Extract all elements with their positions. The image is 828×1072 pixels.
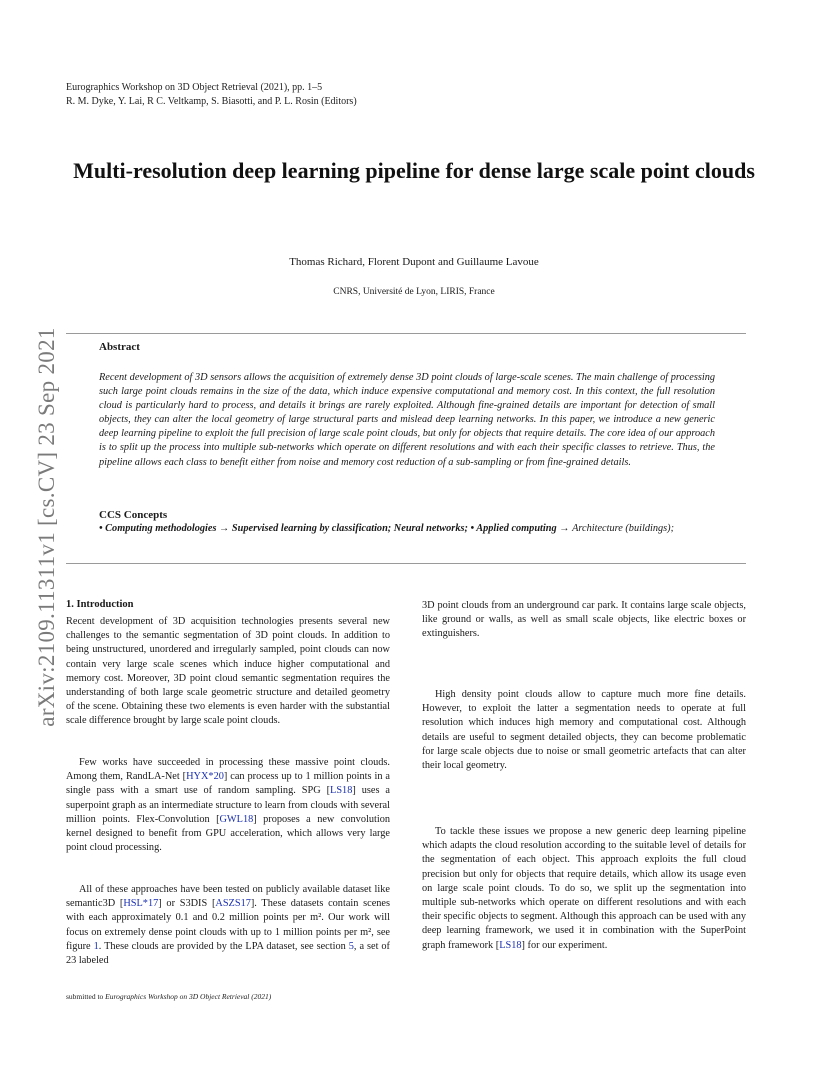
ccs-concepts bbox=[99, 522, 715, 536]
right-column-paragraph-3 bbox=[422, 825, 746, 953]
ccs-part-1: • Computing methodologies bbox=[99, 523, 217, 534]
right-column-paragraph-1 bbox=[422, 599, 746, 642]
text-span: Few works have succeeded in processing these massive point clouds. Among them, RandLA-Net [ bbox=[66, 757, 390, 783]
ccs-arrow-1: → bbox=[216, 523, 232, 534]
paragraph: Recent development of 3D acquisition technologies presents several new challenges to the semantic segmentation of 3D point clouds. In addition to being unstructured, unordered and irregularly sampled, point clouds can now contain very large scale scenes which induce higher computational and memory cost. Moreover, 3D point cloud semantic segmentation requires the understanding of both large scale geometric structure and detailed geometry of the scene. Obtaining these two elements is even harder with the substantial scale difference brought by large scale point clouds. bbox=[66, 616, 390, 727]
page-footer bbox=[66, 992, 271, 1001]
text-span: ] for our experiment. bbox=[521, 939, 608, 951]
header-venue: Eurographics Workshop on 3D Object Retrieval (2021), pp. 1–5 bbox=[66, 82, 323, 93]
abstract-bottom-rule bbox=[66, 563, 746, 564]
ccs-part-2: Supervised learning by classification; Neural networks; • Applied computing bbox=[231, 523, 557, 534]
paragraph bbox=[66, 756, 390, 855]
footer-venue: Eurographics Workshop on 3D Object Retrieval (2021) bbox=[105, 992, 272, 1001]
ccs-part-3: Architecture (buildings); bbox=[572, 523, 675, 534]
footer-prefix: submitted to bbox=[66, 992, 106, 1001]
citation-link[interactable]: GWL18 bbox=[219, 813, 254, 825]
text-span: ] or S3DIS [ bbox=[158, 898, 216, 910]
paragraph: High density point clouds allow to capture much more fine details. However, to exploit the latter a segmentation needs to operate at full resolution which induces high memory and computational cost. Although details are useful to segment detailed objects, they can become problematic for large scale objects due to noise or small geometric artefacts that can alter their local geometry. bbox=[422, 689, 746, 772]
section-link[interactable]: 5 bbox=[348, 940, 354, 952]
ccs-heading: CCS Concepts bbox=[99, 509, 168, 521]
text-span: ] can process up to 1 million points in a single pass with a smart use of random sampling. SPG [ bbox=[66, 771, 390, 797]
text-span: ] proposes a new convolution kernel designed to benefit from GPU acceleration, which allows very large point cloud processing. bbox=[66, 813, 390, 854]
citation-link[interactable]: ASZS17 bbox=[215, 898, 251, 910]
text-span: To tackle these issues we propose a new generic deep learning pipeline which adapts the cloud resolution according to the suitable level of details for the segmentation of each object. This approach exploits the full cloud precision but only for objects that require details, which allow its usage even on large scale point clouds. To do so, we split up the segmentation into multiple sub-networks which operate on different resolutions and with each their specific objects to segment. Although this approach can be used with any deep learning framework, we used it in combination with the SuperPoint graph framework [ bbox=[422, 826, 746, 951]
text-span: ] uses a superpoint graph as an intermediate structure to learn from clouds with several million points. Flex-Convolution [ bbox=[66, 785, 390, 825]
header-editors: R. M. Dyke, Y. Lai, R C. Veltkamp, S. Biasotti, and P. L. Rosin (Editors) bbox=[66, 96, 357, 107]
authors: Thomas Richard, Florent Dupont and Guillaume Lavoue bbox=[289, 256, 539, 268]
paragraph bbox=[422, 825, 746, 953]
affiliation: CNRS, Université de Lyon, LIRIS, France bbox=[333, 287, 495, 297]
left-column-paragraph-1 bbox=[66, 615, 390, 729]
left-column-paragraph-2 bbox=[66, 756, 390, 855]
running-header bbox=[66, 81, 357, 109]
abstract-top-rule bbox=[66, 333, 746, 334]
citation-link[interactable]: HYX*20 bbox=[186, 771, 224, 783]
text-span: , a set of 23 labeled bbox=[66, 940, 390, 967]
citation-link[interactable]: HSL*17 bbox=[123, 898, 159, 910]
left-column-paragraph-3 bbox=[66, 883, 390, 968]
paper-title: Multi-resolution deep learning pipeline for dense large scale point clouds bbox=[73, 158, 755, 183]
text-span: All of these approaches have been tested on publicly available dataset like semantic3D [ bbox=[66, 884, 390, 910]
citation-link[interactable]: LS18 bbox=[499, 939, 522, 951]
text-span: . These clouds are provided by the LPA dataset, see section bbox=[98, 940, 349, 952]
text-span: ]. These datasets contain scenes with each approximately 0.1 and 0.2 million points per m². Our work will focus on extremely dense point clouds with up to 1 million points per m², see figure bbox=[66, 898, 391, 952]
figure-link[interactable]: 1 bbox=[93, 940, 99, 952]
paragraph bbox=[66, 883, 390, 968]
abstract-heading: Abstract bbox=[99, 341, 140, 353]
ccs-arrow-2: → bbox=[556, 523, 573, 534]
arxiv-stamp: arXiv:2109.11311v1 [cs.CV] 23 Sep 2021 bbox=[34, 327, 59, 727]
paragraph: 3D point clouds from an underground car park. It contains large scale objects, like ground or walls, as well as small scale objects, like electric boxes or extinguishers. bbox=[422, 600, 746, 640]
abstract-text: Recent development of 3D sensors allows the acquisition of extremely dense 3D point clouds of large-scale scenes. The main challenge of processing such large point clouds remains in the size of the data, which induce expensive computational and memory cost. In this context, the full resolution cloud is particularly hard to process, and details it brings are rarely exploited. Although fine-grained details are important for detection of small objects, they can alter the local geometry of large structural parts and mislead deep learning networks. In this paper, we introduce a new generic deep learning pipeline to exploit the full precision of large scale point clouds, but only for objects that require details. The core idea of our approach is to split up the process into multiple sub-networks which operate on different resolutions and with each their specific classes to retrieve. Thus, the pipeline allows each class to benefit either from noise and memory cost reduction of a sub-sampling or from fine-grained details. bbox=[99, 372, 715, 468]
right-column-paragraph-2 bbox=[422, 688, 746, 773]
section-heading-introduction: 1. Introduction bbox=[66, 599, 134, 610]
citation-link[interactable]: LS18 bbox=[330, 785, 353, 797]
